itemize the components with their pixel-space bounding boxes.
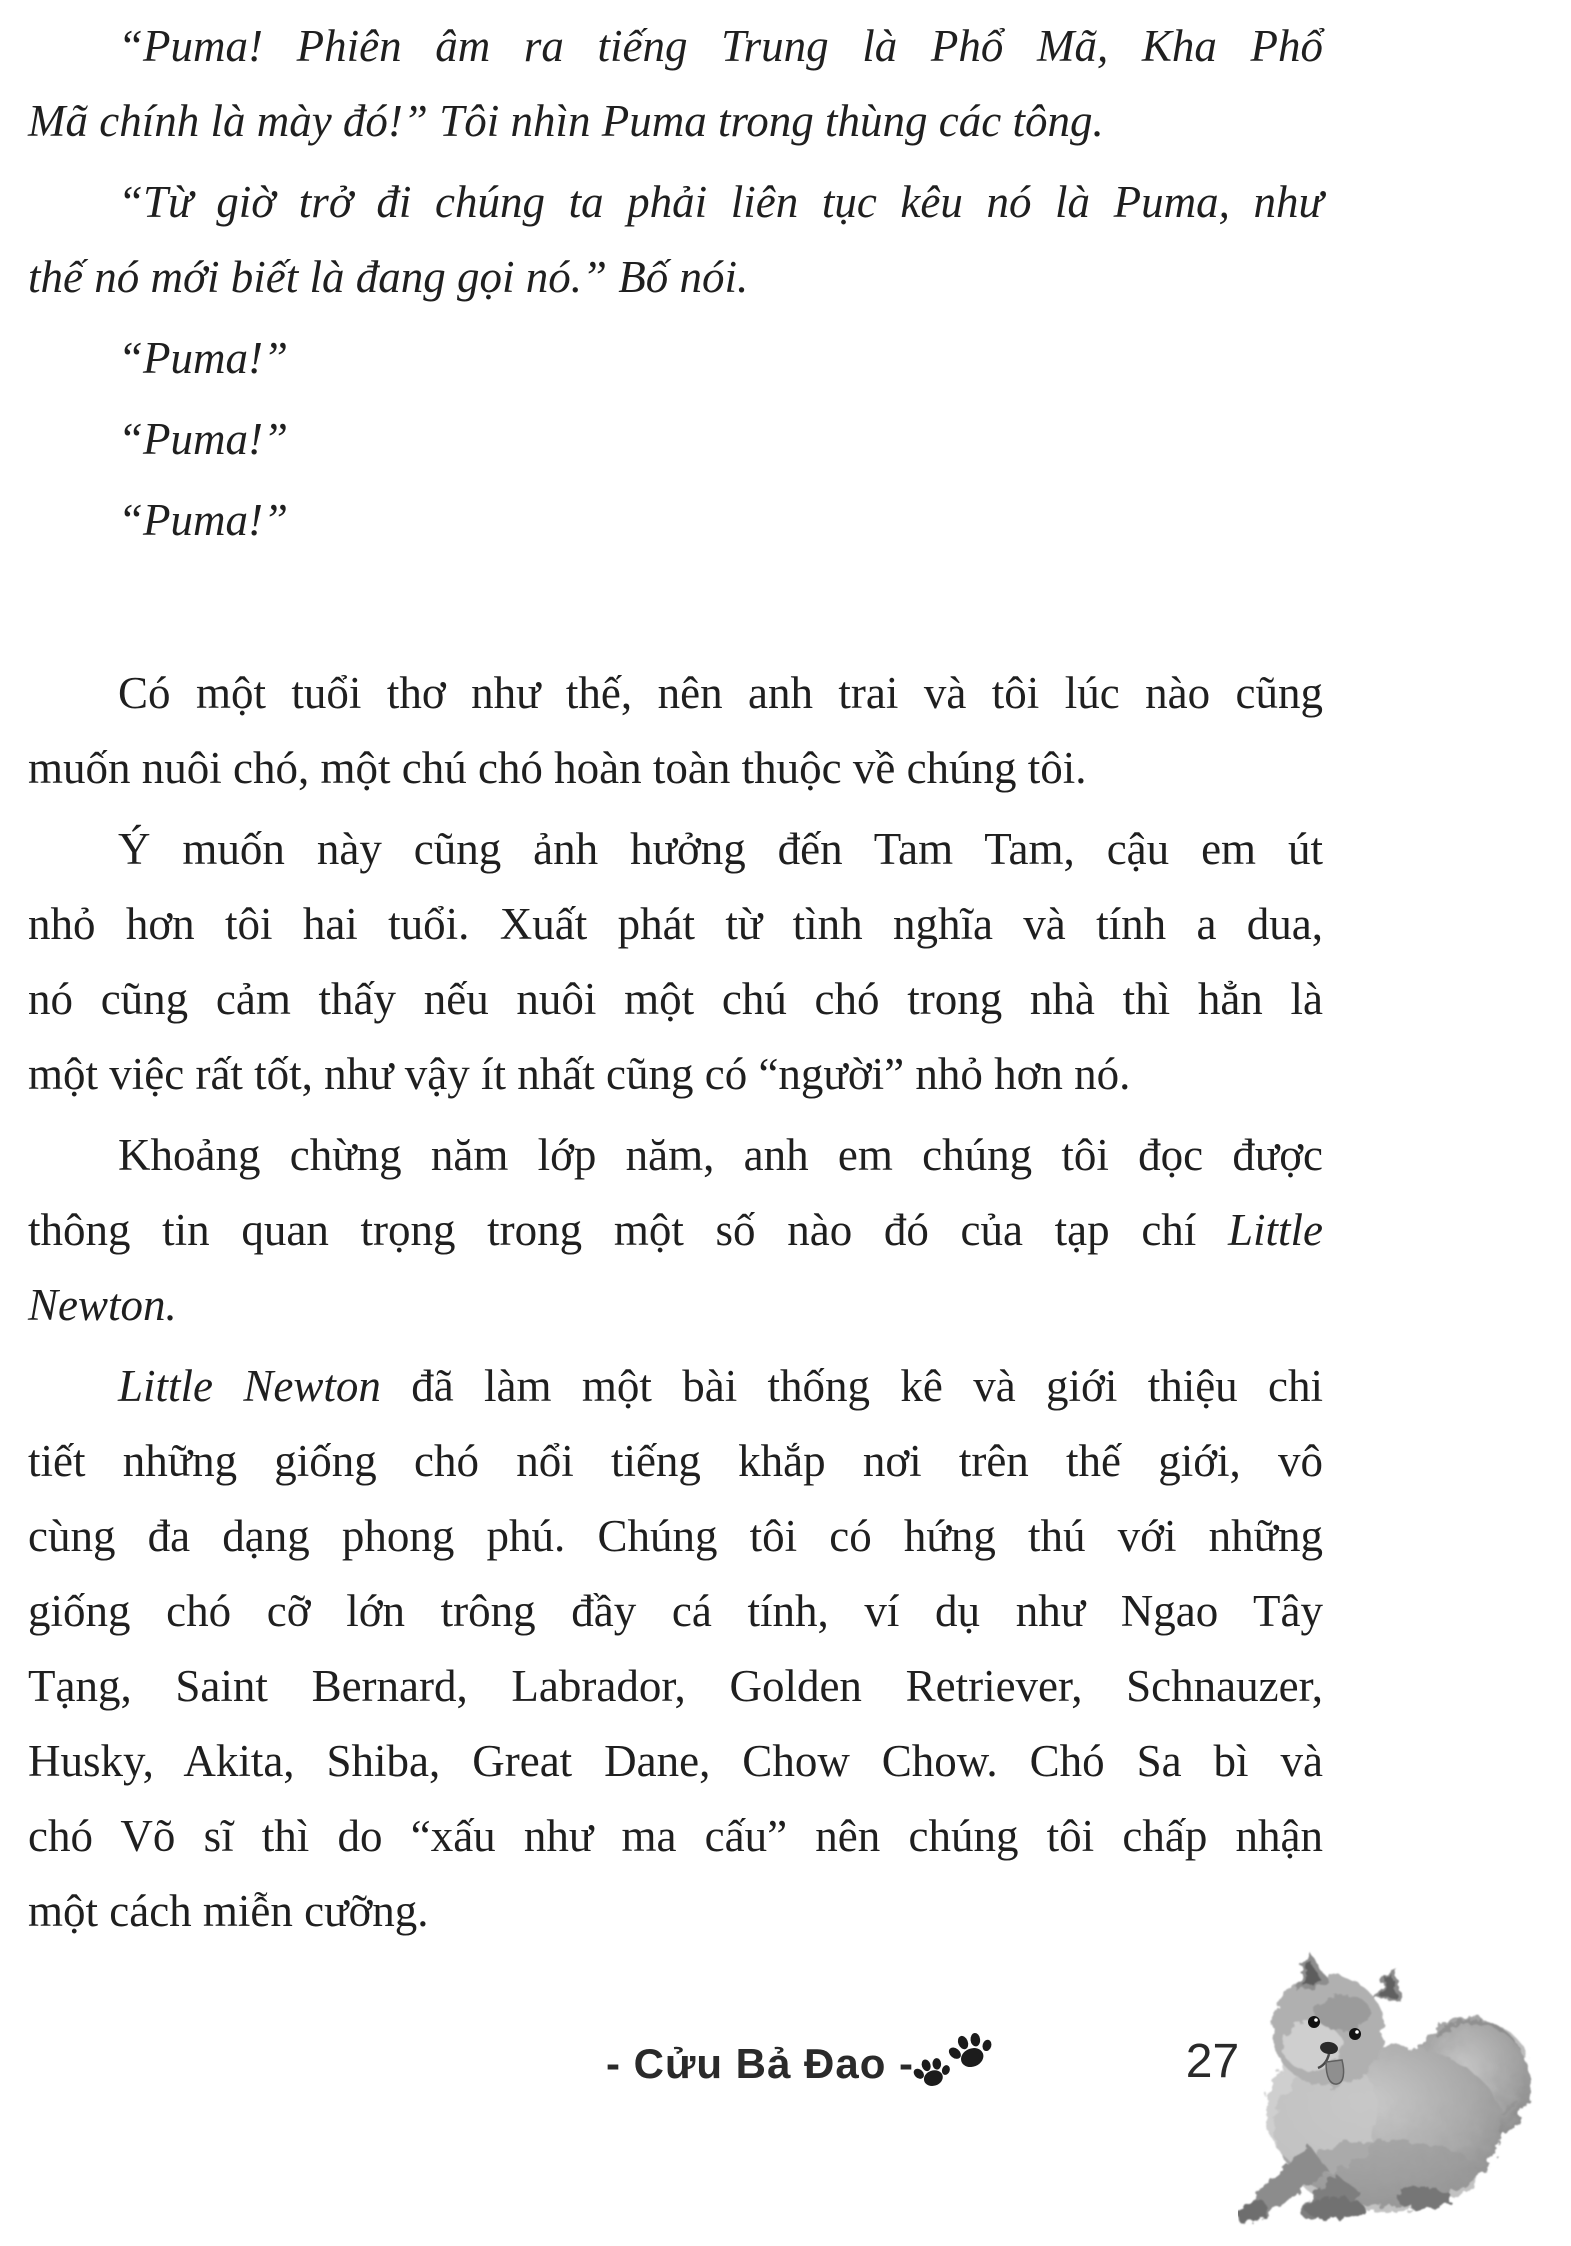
paragraph: [28, 165, 1323, 315]
text-segment: “Puma!”: [118, 414, 289, 464]
text-line: [28, 1037, 1323, 1112]
text-line: [28, 240, 1323, 315]
text-line: [28, 1874, 1323, 1949]
text-segment: Có một tuổi thơ như thế, nên anh trai và tôi lúc nào cũng: [118, 668, 1323, 718]
text-segment: Little: [1227, 1205, 1323, 1255]
text-segment: nhỏ hơn tôi hai tuổi. Xuất phát từ tình nghĩa và tính a dua,: [28, 899, 1323, 949]
text-segment: “Puma!”: [118, 333, 289, 383]
text-block: [28, 9, 1323, 1949]
text-segment: giống chó cỡ lớn trông đầy cá tính, ví dụ như Ngao Tây: [28, 1586, 1323, 1636]
text-line: [28, 1193, 1323, 1268]
text-segment: Khoảng chừng năm lớp năm, anh em chúng tôi đọc được: [118, 1130, 1323, 1180]
text-segment: “Puma! Phiên âm ra tiếng Trung là Phổ Mã, Kha Phổ: [118, 21, 1323, 71]
paragraph: [28, 321, 1323, 396]
text-segment: Newton.: [28, 1280, 177, 1330]
text-line: [28, 84, 1323, 159]
paragraph: [28, 9, 1323, 159]
text-segment: muốn nuôi chó, một chú chó hoàn toàn thuộc về chúng tôi.: [28, 743, 1087, 793]
text-line: [28, 1574, 1323, 1649]
text-line: [28, 165, 1323, 240]
text-line: [28, 1424, 1323, 1499]
dog-illustration: [1238, 1950, 1538, 2238]
text-line: [28, 9, 1323, 84]
text-line: [28, 402, 1323, 477]
text-segment: Mã chính là mày đó!” Tôi nhìn Puma trong thùng các tông.: [28, 96, 1104, 146]
text-line: [28, 962, 1323, 1037]
text-line: [28, 321, 1323, 396]
text-segment: Tạng, Saint Bernard, Labrador, Golden Retriever, Schnauzer,: [28, 1661, 1323, 1711]
paw-prints-icon: [900, 2028, 1000, 2100]
text-segment: “Puma!”: [118, 495, 289, 545]
text-segment: Ý muốn này cũng ảnh hưởng đến Tam Tam, cậu em út: [118, 824, 1323, 874]
text-line: [28, 656, 1323, 731]
text-line: [28, 1499, 1323, 1574]
text-segment: thế nó mới biết là đang gọi nó.” Bố nói.: [28, 252, 749, 302]
paragraph: [28, 812, 1323, 1112]
text-segment: một việc rất tốt, như vậy ít nhất cũng có “người” nhỏ hơn nó.: [28, 1049, 1131, 1099]
paragraph: [28, 402, 1323, 477]
text-line: [28, 1268, 1323, 1343]
text-line: [28, 483, 1323, 558]
text-segment: chó Võ sĩ thì do “xấu như ma cấu” nên chúng tôi chấp nhận: [28, 1811, 1323, 1861]
text-line: [28, 1349, 1323, 1424]
page-number: 27: [1185, 2035, 1240, 2088]
text-segment: tiết những giống chó nổi tiếng khắp nơi trên thế giới, vô: [28, 1436, 1323, 1486]
author-footer: - Cửu Bả Đao -: [605, 2040, 915, 2087]
text-line: [28, 812, 1323, 887]
text-segment: cùng đa dạng phong phú. Chúng tôi có hứng thú với những: [28, 1511, 1323, 1561]
text-segment: Little Newton: [118, 1361, 381, 1411]
text-segment: thông tin quan trọng trong một số nào đó của tạp chí: [28, 1205, 1228, 1255]
text-line: [28, 1724, 1323, 1799]
text-line: [28, 1799, 1323, 1874]
paragraph: [28, 1349, 1323, 1949]
text-line: [28, 731, 1323, 806]
text-segment: Husky, Akita, Shiba, Great Dane, Chow Chow. Chó Sa bì và: [28, 1736, 1323, 1786]
text-segment: một cách miễn cưỡng.: [28, 1886, 429, 1936]
paragraph: [28, 483, 1323, 558]
text-line: [28, 1118, 1323, 1193]
text-segment: “Từ giờ trở đi chúng ta phải liên tục kêu nó là Puma, như: [118, 177, 1323, 227]
text-segment: đã làm một bài thống kê và giới thiệu chi: [380, 1361, 1324, 1411]
vertical-gap: [28, 558, 1323, 650]
text-segment: nó cũng cảm thấy nếu nuôi một chú chó trong nhà thì hẳn là: [28, 974, 1323, 1024]
paragraph: [28, 1118, 1323, 1343]
text-line: [28, 1649, 1323, 1724]
paragraph: [28, 656, 1323, 806]
text-line: [28, 887, 1323, 962]
